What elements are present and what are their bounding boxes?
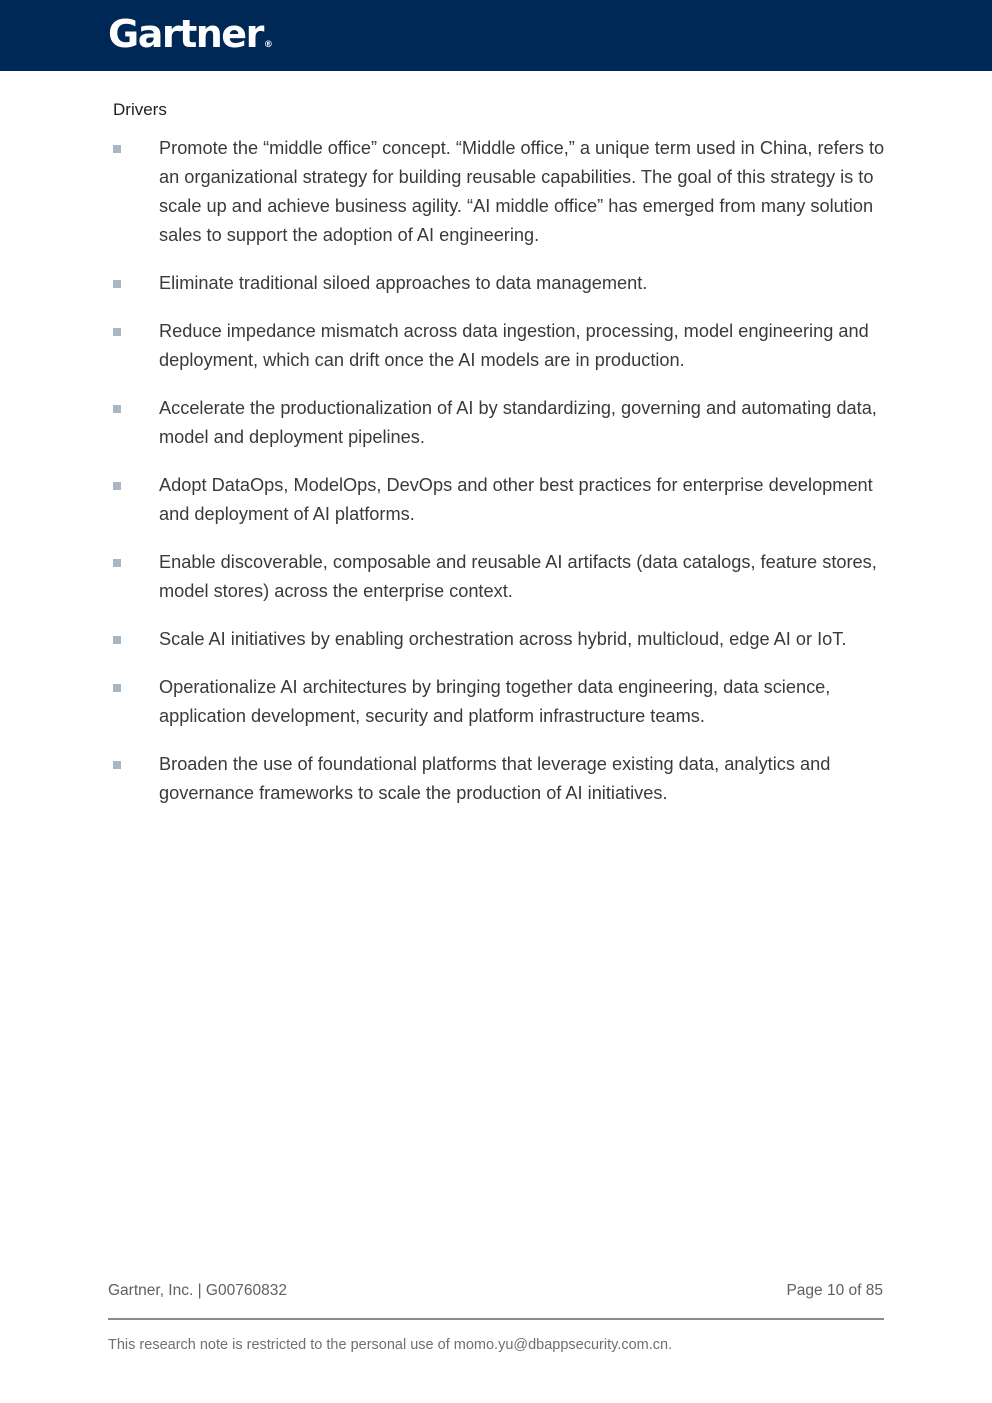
list-item-text: Reduce impedance mismatch across data ingestion, processing, model engineering and deployment, which can drift once the AI models are in production. [159,321,869,370]
square-bullet-icon [113,405,121,413]
list-item-text: Promote the “middle office” concept. “Middle office,” a unique term used in China, refers to an organizational strategy for building reusable capabilities. The goal of this strategy is to scale up and achieve business agility. “AI middle office” has emerged from many solution sales to support the adoption of AI engineering. [159,138,885,245]
square-bullet-icon [113,761,121,769]
square-bullet-icon [113,482,121,490]
square-bullet-icon [113,328,121,336]
gartner-logo [108,10,273,69]
drivers-list [113,134,893,827]
list-item-text: Eliminate traditional siloed approaches to data management. [159,273,648,293]
square-bullet-icon [113,636,121,644]
list-item [113,317,893,375]
brand-name: Gartner [108,12,263,56]
list-item [113,673,893,731]
list-item [113,394,893,452]
list-item [113,471,893,529]
list-item-text: Accelerate the productionalization of AI by standardizing, governing and automating data, model and deployment pipelines. [159,398,877,447]
square-bullet-icon [113,145,121,153]
square-bullet-icon [113,559,121,567]
list-item-text: Broaden the use of foundational platforms that leverage existing data, analytics and governance frameworks to scale the production of AI initiatives. [159,754,831,803]
footer-document-id: Gartner, Inc. | G00760832 [108,1282,287,1299]
page-header [0,0,992,71]
list-item-text: Operationalize AI architectures by bringing together data engineering, data science, application development, security and platform infrastructure teams. [159,677,831,726]
list-item [113,134,893,250]
list-item-text: Enable discoverable, composable and reusable AI artifacts (data catalogs, feature stores, model stores) across the enterprise context. [159,552,877,601]
list-item [113,625,893,654]
footer-divider [108,1318,884,1320]
registered-mark: ® [263,40,273,50]
list-item [113,548,893,606]
list-item-text: Adopt DataOps, ModelOps, DevOps and other best practices for enterprise development and deployment of AI platforms. [159,475,873,524]
list-item-text: Scale AI initiatives by enabling orchestration across hybrid, multicloud, edge AI or IoT. [159,629,847,649]
list-item [113,269,893,298]
list-item [113,750,893,808]
footer-page-indicator: Page 10 of 85 [786,1282,883,1299]
restriction-notice: This research note is restricted to the personal use of momo.yu@dbappsecurity.com.cn. [108,1337,673,1353]
section-heading-drivers: Drivers [113,100,167,119]
square-bullet-icon [113,684,121,692]
square-bullet-icon [113,280,121,288]
